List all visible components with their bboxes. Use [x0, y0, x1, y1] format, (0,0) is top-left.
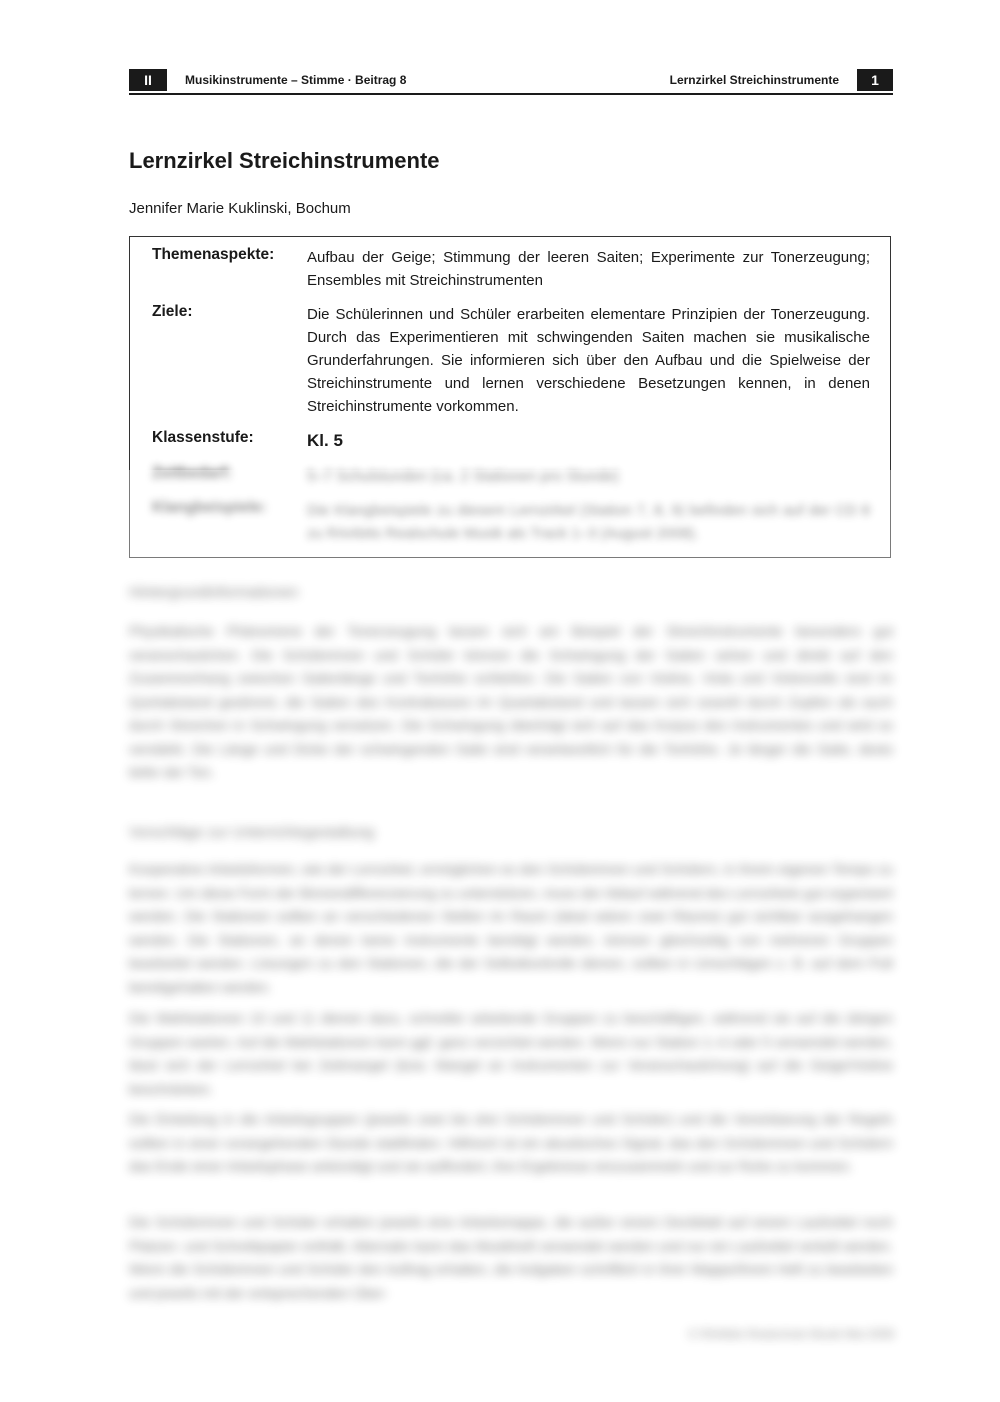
author-line: Jennifer Marie Kuklinski, Bochum — [129, 200, 351, 217]
section-heading: Vorschläge zur Unterrichtsgestaltung — [129, 824, 375, 841]
blur-overlay — [129, 470, 895, 562]
section-heading: Hintergrundinformationen — [129, 584, 299, 601]
page-header — [129, 69, 893, 95]
paragraph: Die Einteilung in die Arbeitsgruppen (jeweils zwei bis drei Schülerinnen und Schüler) und die Vereinbarung der Regeln sollten in einer vorangehenden Stunde stattfinden. Hilfreich ist ein akustisches Signal, das den Schülerinnen und Schülern das Ende einer Arbeitsphase ankündigt und sie auffordert, ihre Ergebnisse einzusammeln und zur Ruhe zu kommen. — [129, 1111, 893, 1174]
section-number-badge: II — [129, 69, 167, 91]
info-value: Kl. 5 — [307, 431, 343, 450]
document-title: Lernzirkel Streichinstrumente — [129, 148, 440, 173]
copyright-footer: © RAAbits Realschule Musik Mai 2008 — [688, 1327, 894, 1341]
series-title: Musikinstrumente – Stimme · Beitrag 8 — [185, 73, 407, 87]
info-label: Zeitbedarf: — [152, 465, 233, 482]
info-value: 5–7 Schulstunden (ca. 2 Stationen pro Stunde) — [307, 468, 619, 485]
info-value: Aufbau der Geige; Stimmung der leeren Saiten; Experimente zur Tonerzeugung; Ensembles mit Streichinstrumenten — [307, 249, 870, 289]
info-label: Klangbeispiele: — [152, 499, 267, 516]
paragraph: Die Wahlstationen 10 und 11 dienen dazu, schneller arbeitende Gruppen zu beschäftigen, während sie auf die übrigen Gruppen warten. Auf die Wahlstationen kann ggf. ganz verzichtet werden. Wenn nur Station 1–4 oder 5 verwendet werden, lässt sich der Lernzirkel bei Zeitmangel (bzw. Mangel an Instrumenten zur Veranschaulichung) auf die Geige/Violine beschränken. — [129, 1010, 893, 1097]
paragraph: Kooperative Arbeitsformen, wie der Lernzirkel, ermöglichen es den Schülerinnen und Schülern, in ihrem eigenen Tempo zu lernen. Um diese Form der Binnendifferenzierung zu unterstützen, muss der Ablauf während des Lernzirkels gut organisiert werden. Die Stationen sollten an verschiedenen Stellen im Raum (ideal wären zwei Räume) gut sichtbar ausgehangen werden. Die Stationen, an denen keine Instrumente benötigt werden, können gleichzeitig von mehreren Gruppen bearbeitet werden. Lösungen zu den Stationen, die der Selbstkontrolle dienen, sollten in Umschlägen z. B. auf dem Pult bereitgehalten werden. — [129, 861, 893, 995]
running-title: Lernzirkel Streichinstrumente — [669, 73, 839, 87]
info-value: Die Klangbeispiele zu diesem Lernzirkel (Station 7, 8, 9) befinden sich auf der CD 8 zu RAAbits Realschule Musik als Track 1–3 (August 2008). — [307, 502, 870, 542]
info-label: Ziele: — [152, 303, 193, 320]
info-label: Klassenstufe: — [152, 429, 254, 446]
info-value: Die Schülerinnen und Schüler erarbeiten elementare Prinzipien der Tonerzeugung. Durch das Experimentieren mit schwingenden Saiten machen sie musikalische Grunderfahrungen. Sie informieren sich über den Aufbau und die Spielweise der Streichinstrumente und lernen verschiedene Besetzungen kennen, in denen Streichinstrumente vorkommen. — [307, 306, 870, 415]
paragraph: Physikalische Phänomene der Tonerzeugung lassen sich am Beispiel der Streichinstrumente besonders gut veranschaulichen. Die Schülerinnen und Schüler können die Schwingung der Saiten sehen und direkt auf den Zusammenhang zwischen Saitenlänge und Tonhöhe schließen. Die Saiten von Violine, Viola und Violoncello sind im Quintabstand gestimmt, die Saiten des Kontrabasses im Quartabstand und lassen sich sowohl durch Zupfen als auch durch Streichen in Schwingung versetzen. Die Schwingung überträgt sich auf das Korpus des Instrumentes und wird so verstärkt. Die Länge und Dicke der schwingenden Saite sind verantwortlich für die Tonhöhe. Je länger die Saite, desto tiefer der Ton. — [129, 623, 893, 780]
info-label: Themenaspekte: — [152, 246, 275, 263]
page-number-badge: 1 — [857, 69, 893, 91]
paragraph: Die Schülerinnen und Schüler erhalten jeweils eine Arbeitsmappe, die außer einem Deckblatt auf einem Laufzettel noch Platzen- und Schreibpapier enthält. Alternativ kann das Musikheft verwendet werden und nur ein Laufzettel verteilt werden. Wenn die Schülerinnen und Schüler den Auftrag erhalten, die Aufgaben schriftlich in ihrer Mappe/ihrem Heft zu bearbeiten und jeweils mit der entsprechenden Über- — [129, 1214, 893, 1301]
